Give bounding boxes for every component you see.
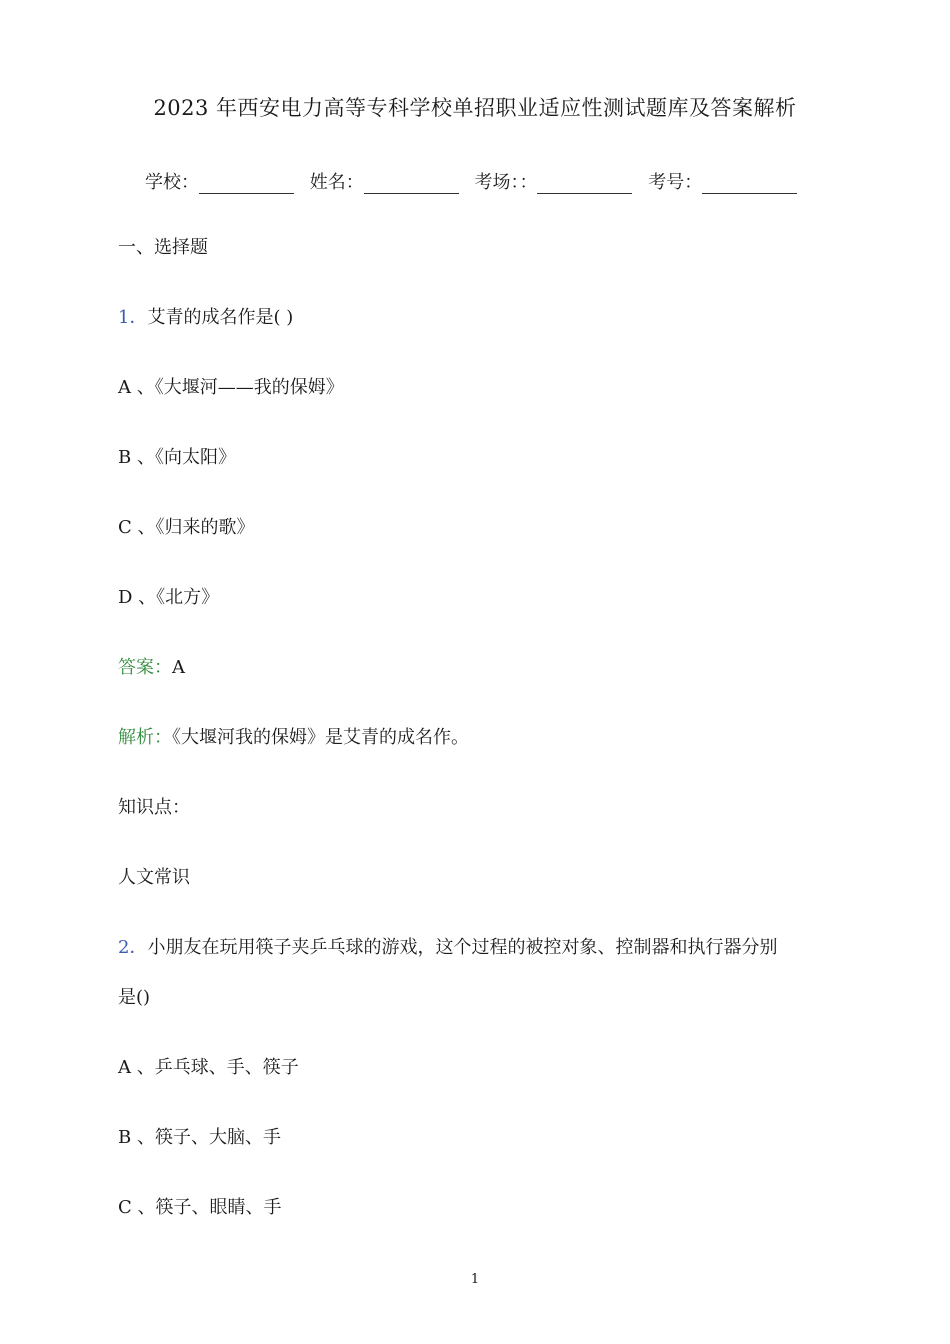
- question-text: 艾青的成名作是( ): [147, 307, 294, 328]
- question-2: [118, 936, 777, 960]
- section-heading: 一、选择题: [118, 237, 208, 258]
- analysis-label: 解析：: [118, 727, 172, 748]
- room-label: 考场：：: [474, 172, 538, 193]
- option-c: C 、筷子、眼睛、手: [118, 1197, 282, 1218]
- analysis-line: [118, 726, 469, 750]
- page-number: 1: [470, 1272, 480, 1287]
- answer-label: 答案：: [118, 657, 172, 678]
- number-blank[interactable]: [702, 175, 797, 194]
- answer-line: [118, 656, 185, 680]
- analysis-text: 《大堰河我的保姆》是艾青的成名作。: [172, 727, 469, 748]
- student-info-row: [145, 168, 807, 194]
- number-label: 考号：: [648, 172, 703, 193]
- question-number: 2．: [118, 937, 148, 958]
- question-2-continuation: 是(): [118, 987, 151, 1008]
- document-title: 2023 年西安电力高等专科学校单招职业适应性测试题库及答案解析: [153, 96, 797, 120]
- option-b: B 、《向太阳》: [118, 447, 236, 468]
- answer-value: A: [172, 657, 185, 678]
- name-label: 姓名：: [309, 172, 364, 193]
- school-label: 学校：: [145, 172, 199, 193]
- question-1: [118, 306, 293, 330]
- name-blank[interactable]: [364, 175, 459, 194]
- option-b: B 、筷子、大脑、手: [118, 1127, 281, 1148]
- school-blank[interactable]: [199, 175, 294, 194]
- option-d: D 、《北方》: [118, 587, 220, 608]
- knowledge-point-label: 知识点：: [118, 797, 190, 818]
- option-c: C 、《归来的歌》: [118, 517, 255, 538]
- question-text: 小朋友在玩用筷子夹乒乓球的游戏，这个过程的被控对象、控制器和执行器分别: [147, 937, 778, 958]
- option-a: A 、乒乓球、手、筷子: [118, 1057, 299, 1078]
- room-blank[interactable]: [537, 175, 632, 194]
- option-a: A 、《大堰河——我的保姆》: [118, 377, 344, 398]
- knowledge-point-value: 人文常识: [118, 867, 190, 888]
- question-number: 1．: [118, 307, 148, 328]
